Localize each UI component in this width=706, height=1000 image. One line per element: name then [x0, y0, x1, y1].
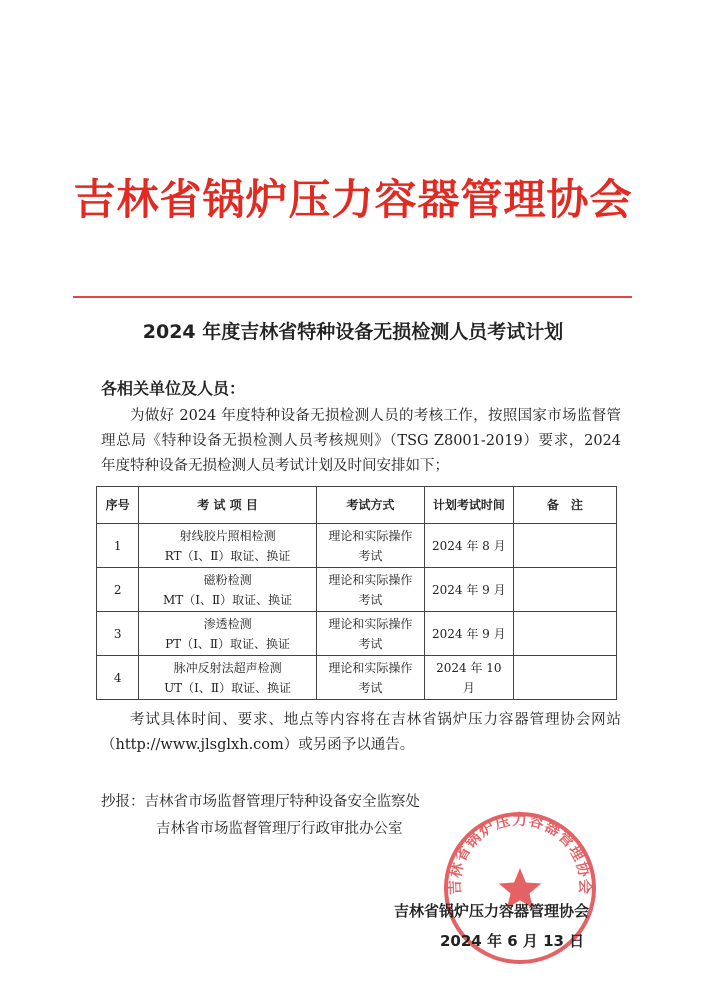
- item-certification: PT（Ⅰ、Ⅱ）取证、换证: [165, 636, 291, 651]
- cc-recipients: 抄报：吉林省市场监督管理厅特种设备安全监察处: [101, 794, 420, 810]
- document-title: 2024 年度吉林省特种设备无损检测人员考试计划: [142, 321, 564, 343]
- cell-exam-item: [139, 612, 317, 656]
- item-certification: UT（Ⅰ、Ⅱ）取证、换证: [164, 680, 292, 695]
- cell-exam-item: [139, 568, 317, 612]
- cell-planned-time: 2024 年 8 月: [424, 524, 513, 568]
- mode-line: 理论和实际操作: [328, 616, 413, 631]
- item-name: 渗透检测: [203, 616, 252, 631]
- cell-serial: 4: [97, 656, 139, 700]
- cell-planned-time: 2024 年 9 月: [424, 568, 513, 612]
- item-certification: MT（Ⅰ、Ⅱ）取证、换证: [162, 592, 293, 607]
- intro-paragraph: 为做好 2024 年度特种设备无损检测人员的考核工作，按照国家市场监督管理总局《特种设备无损检测人员考核规则》（TSG Z8001-2019）要求，2024 年度特种设备无损检测人员考试计划及时间安排如下；: [101, 408, 621, 474]
- signature-date: 2024 年 6 月 13 日: [440, 932, 585, 950]
- cell-serial: 3: [97, 612, 139, 656]
- mode-line: 理论和实际操作: [328, 572, 413, 587]
- mode-line: 考试: [358, 548, 383, 563]
- signature-org: 吉林省锅炉压力容器管理协会: [394, 902, 590, 920]
- cell-serial: 1: [97, 524, 139, 568]
- header-serial: 序号: [97, 487, 139, 524]
- table-header-row: [97, 487, 617, 524]
- exam-plan-table: [96, 486, 617, 700]
- table-row: [97, 612, 617, 656]
- header-remarks: 备 注: [513, 487, 616, 524]
- table-row: [97, 568, 617, 612]
- item-name: 射线胶片照相检测: [179, 528, 276, 543]
- header-planned-time: 计划考试时间: [424, 487, 513, 524]
- mode-line: 理论和实际操作: [328, 528, 413, 543]
- item-name: 脉冲反射法超声检测: [173, 660, 282, 675]
- cell-exam-item: [139, 524, 317, 568]
- cell-exam-mode: [316, 524, 424, 568]
- letterhead-org-name: 吉林省锅炉压力容器管理协会: [73, 175, 633, 224]
- cc-recipient-2: 吉林省市场监督管理厅行政审批办公室: [156, 821, 403, 837]
- cell-remarks: [513, 612, 616, 656]
- mode-line: 考试: [358, 592, 383, 607]
- salutation: 各相关单位及人员：: [101, 379, 246, 398]
- cell-exam-mode: [316, 568, 424, 612]
- mode-line: 考试: [358, 680, 383, 695]
- cell-remarks: [513, 656, 616, 700]
- cell-remarks: [513, 568, 616, 612]
- cell-planned-time: 2024 年 10 月: [424, 656, 513, 700]
- table-row: [97, 524, 617, 568]
- item-certification: RT（Ⅰ、Ⅱ）取证、换证: [164, 548, 291, 563]
- cell-exam-mode: [316, 656, 424, 700]
- cell-planned-time: 2024 年 9 月: [424, 612, 513, 656]
- cell-exam-mode: [316, 612, 424, 656]
- cell-remarks: [513, 524, 616, 568]
- letterhead-divider: [73, 296, 632, 298]
- cell-serial: 2: [97, 568, 139, 612]
- closing-paragraph: 考试具体时间、要求、地点等内容将在吉林省锅炉压力容器管理协会网站（http://www.jlsglxh.com）或另函予以通告。: [101, 712, 621, 753]
- mode-line: 考试: [358, 636, 383, 651]
- svg-text:吉林省锅炉压力容器管理协会: 吉林省锅炉压力容器管理协会: [445, 810, 595, 896]
- table-row: [97, 656, 617, 700]
- cell-exam-item: [139, 656, 317, 700]
- header-exam-item: 考 试 项 目: [139, 487, 317, 524]
- header-exam-mode: 考试方式: [316, 487, 424, 524]
- item-name: 磁粉检测: [203, 572, 252, 587]
- mode-line: 理论和实际操作: [328, 660, 413, 675]
